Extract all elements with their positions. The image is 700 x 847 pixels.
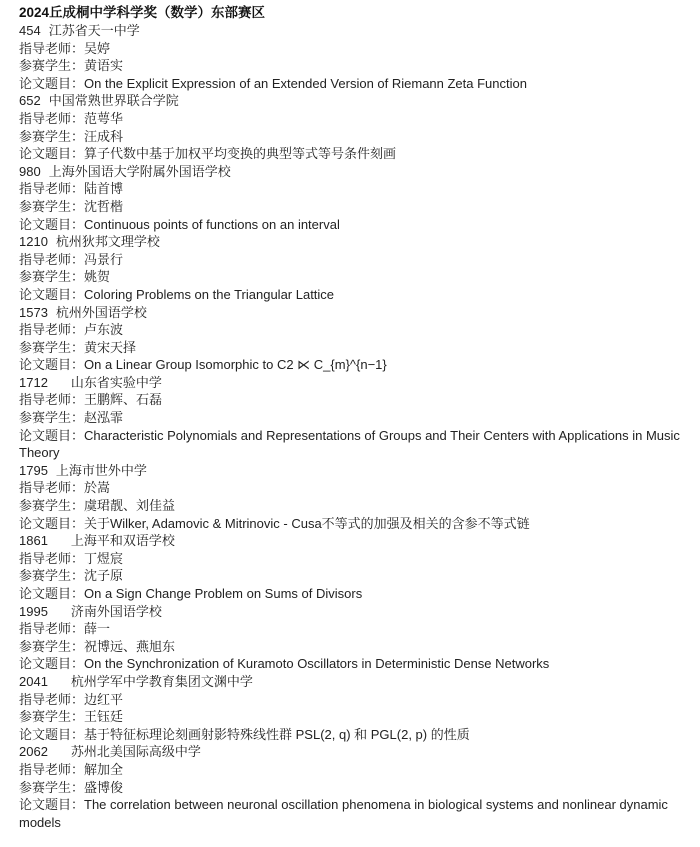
students-line [19, 497, 691, 515]
students-label: 参赛学生： [19, 269, 85, 285]
students-label: 参赛学生： [19, 410, 85, 426]
paper-label: 论文题目： [19, 726, 85, 742]
paper-title: Coloring Problems on the Triangular Lattice [84, 286, 335, 302]
entry-header [19, 532, 691, 550]
students-names: 王钰廷 [84, 709, 124, 725]
paper-label: 论文题目： [19, 75, 85, 91]
school-name: 上海市世外中学 [55, 462, 147, 478]
entry [19, 532, 691, 602]
entry-header [19, 92, 691, 110]
entry-list [19, 22, 691, 831]
advisor-label: 指导老师： [19, 251, 85, 267]
students-label: 参赛学生： [19, 498, 85, 514]
advisor-line [19, 251, 691, 269]
advisor-label: 指导老师： [19, 621, 85, 637]
paper-label: 论文题目： [19, 146, 85, 162]
paper-title: On the Explicit Expression of an Extended Version of Riemann Zeta Function [84, 75, 527, 91]
entry [19, 22, 691, 92]
students-label: 参赛学生： [19, 198, 85, 214]
paper-title: On the Synchronization of Kuramoto Oscillators in Deterministic Dense Networks [84, 656, 550, 672]
students-line [19, 339, 691, 357]
entry [19, 743, 691, 831]
advisor-name: 於嵩 [84, 480, 111, 496]
students-label: 参赛学生： [19, 128, 85, 144]
students-line [19, 57, 691, 75]
entry-header [19, 374, 691, 392]
entry [19, 92, 691, 162]
students-names: 黄语实 [84, 58, 124, 74]
advisor-label: 指导老师： [19, 40, 85, 56]
advisor-name: 冯景行 [84, 251, 124, 267]
entry-id: 1795 [19, 462, 48, 478]
advisor-line [19, 620, 691, 638]
entry-header [19, 163, 691, 181]
paper-title: 关于Wilker, Adamovic & Mitrinovic - Cusa不等式的加强及相关的含参不等式链 [84, 515, 530, 531]
advisor-label: 指导老师： [19, 392, 85, 408]
students-names: 虞珺靓、刘佳益 [84, 498, 176, 514]
document-title: 2024丘成桐中学科学奖（数学）东部赛区 [19, 5, 266, 20]
paper-label: 论文题目： [19, 656, 85, 672]
entry-id: 652 [19, 93, 41, 109]
students-label: 参赛学生： [19, 638, 85, 654]
entry [19, 673, 691, 743]
advisor-line [19, 180, 691, 198]
students-line [19, 409, 691, 427]
paper-label: 论文题目： [19, 427, 85, 443]
advisor-name: 解加全 [84, 761, 124, 777]
school-name: 苏州北美国际高级中学 [70, 744, 201, 760]
students-line [19, 708, 691, 726]
entry-id: 1861 [19, 533, 48, 549]
advisor-name: 范萼华 [84, 110, 124, 126]
school-name: 杭州狄邦文理学校 [55, 234, 160, 250]
paper-title: Characteristic Polynomials and Representations of Groups and Their Centers with Applications in Music Theory [19, 427, 680, 461]
paper-line [19, 356, 691, 374]
school-name: 中国常熟世界联合学院 [48, 93, 179, 109]
advisor-name: 卢东波 [84, 322, 124, 338]
paper-title: 基于特征标理论刻画射影特殊线性群 PSL(2, q) 和 PGL(2, p) 的性质 [84, 726, 470, 742]
students-line [19, 779, 691, 797]
students-label: 参赛学生： [19, 339, 85, 355]
entry [19, 374, 691, 462]
entry-id: 1995 [19, 603, 48, 619]
students-line [19, 638, 691, 656]
paper-line [19, 585, 691, 603]
paper-line [19, 216, 691, 234]
paper-title: The correlation between neuronal oscillation phenomena in biological systems and nonlinear dynamic models [19, 797, 668, 830]
paper-label: 论文题目： [19, 286, 85, 302]
paper-line [19, 515, 691, 533]
advisor-label: 指导老师： [19, 322, 85, 338]
school-name: 济南外国语学校 [70, 603, 162, 619]
students-label: 参赛学生： [19, 58, 85, 74]
entry-id: 1573 [19, 304, 48, 320]
school-name: 江苏省天一中学 [48, 23, 140, 38]
students-line [19, 198, 691, 216]
entry-header [19, 673, 691, 691]
school-name: 上海外国语大学附属外国语学校 [48, 163, 231, 179]
advisor-name: 王鹏辉、石磊 [84, 392, 163, 408]
entry [19, 304, 691, 374]
paper-label: 论文题目： [19, 216, 85, 232]
advisor-line [19, 40, 691, 58]
entry-id: 980 [19, 163, 41, 179]
paper-line [19, 726, 691, 744]
students-label: 参赛学生： [19, 779, 85, 795]
paper-label: 论文题目： [19, 797, 85, 813]
entry-id: 2062 [19, 744, 48, 760]
school-name: 上海平和双语学校 [70, 533, 175, 549]
students-names: 姚贺 [84, 269, 111, 285]
students-names: 汪成科 [84, 128, 124, 144]
paper-title: Continuous points of functions on an interval [84, 216, 340, 232]
advisor-label: 指导老师： [19, 110, 85, 126]
advisor-line [19, 479, 691, 497]
paper-line [19, 145, 691, 163]
students-line [19, 128, 691, 146]
advisor-line [19, 110, 691, 128]
entry-id: 454 [19, 23, 41, 38]
advisor-line [19, 321, 691, 339]
paper-title: On a Sign Change Problem on Sums of Divisors [84, 586, 363, 601]
advisor-name: 吴婷 [84, 40, 111, 56]
school-name: 山东省实验中学 [70, 374, 162, 390]
students-names: 沈子原 [84, 568, 124, 584]
entry-id: 1712 [19, 374, 48, 390]
entry [19, 462, 691, 532]
entry-id: 1210 [19, 234, 48, 250]
students-names: 沈哲楷 [84, 198, 124, 214]
entry [19, 603, 691, 673]
paper-label: 论文题目： [19, 357, 85, 373]
paper-label: 论文题目： [19, 515, 85, 531]
students-line [19, 268, 691, 286]
advisor-name: 陆首博 [84, 181, 124, 197]
advisor-label: 指导老师： [19, 480, 85, 496]
students-names: 黄宋天择 [84, 339, 137, 355]
paper-line [19, 75, 691, 93]
entry-id: 2041 [19, 673, 48, 689]
students-names: 盛博俊 [84, 779, 124, 795]
advisor-label: 指导老师： [19, 550, 85, 566]
students-label: 参赛学生： [19, 568, 85, 584]
advisor-label: 指导老师： [19, 691, 85, 707]
entry-header [19, 233, 691, 251]
advisor-line [19, 761, 691, 779]
entry-header [19, 462, 691, 480]
school-name: 杭州外国语学校 [55, 304, 147, 320]
advisor-label: 指导老师： [19, 181, 85, 197]
students-names: 赵泓霏 [84, 410, 124, 426]
entry-header [19, 603, 691, 621]
school-name: 杭州学军中学教育集团文渊中学 [70, 673, 253, 689]
advisor-name: 薛一 [84, 621, 111, 637]
advisor-name: 丁煜宸 [84, 550, 124, 566]
advisor-line [19, 550, 691, 568]
entry-header [19, 304, 691, 322]
paper-line [19, 796, 691, 831]
students-names: 祝博远、燕旭东 [84, 638, 176, 654]
paper-line [19, 427, 691, 462]
entry [19, 233, 691, 303]
paper-line [19, 286, 691, 304]
advisor-line [19, 691, 691, 709]
paper-label: 论文题目： [19, 586, 85, 601]
students-line [19, 567, 691, 585]
paper-title: 算子代数中基于加权平均变换的典型等式等号条件刻画 [84, 146, 397, 162]
entry [19, 163, 691, 233]
students-label: 参赛学生： [19, 709, 85, 725]
entry-header [19, 22, 691, 40]
paper-title: On a Linear Group Isomorphic to C2 ⋉ C_{m}^{n−1} [84, 357, 387, 373]
advisor-line [19, 391, 691, 409]
entry-header [19, 743, 691, 761]
advisor-label: 指导老师： [19, 761, 85, 777]
paper-line [19, 655, 691, 673]
advisor-name: 边红平 [84, 691, 124, 707]
